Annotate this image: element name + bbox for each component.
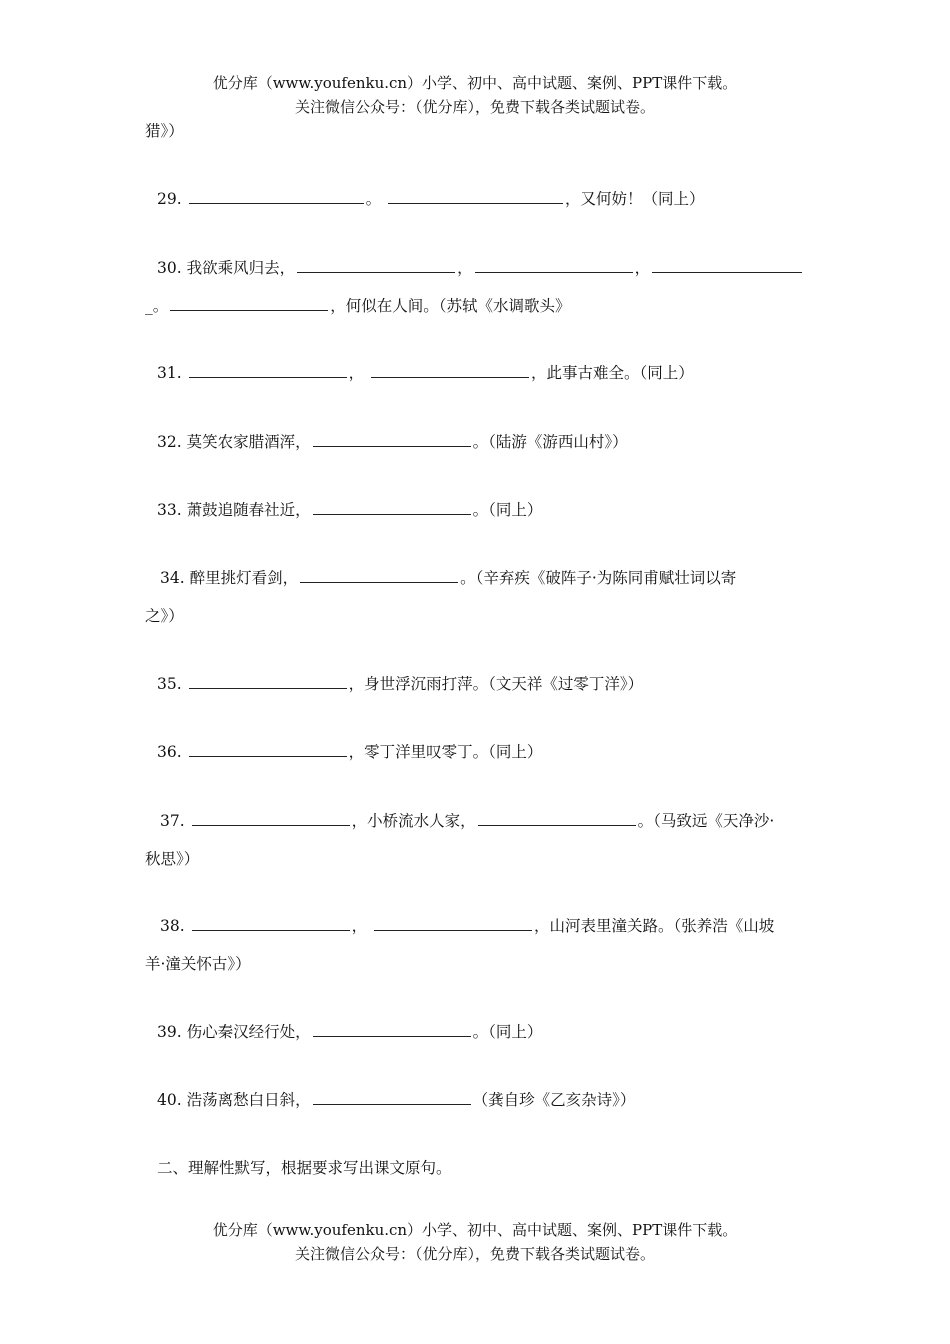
footer-line-2: 关注微信公众号：（优分库），免费下载各类试题试卷。 (294, 1245, 655, 1263)
question-31: 31. ， ，此事古难全。（同上） (157, 364, 694, 382)
page-header (0, 72, 950, 118)
blank-40[interactable] (313, 1089, 471, 1105)
question-38: 38. ， ，山河表里潼关路。（张养浩《山坡 (160, 917, 775, 935)
blank-31-1[interactable] (189, 362, 347, 378)
blank-38-2[interactable] (374, 915, 532, 931)
question-39: 39. 伤心秦汉经行处， 。（同上） (157, 1023, 543, 1041)
blank-37-1[interactable] (192, 810, 350, 826)
blank-33[interactable] (313, 499, 471, 515)
blank-30-3[interactable] (652, 257, 802, 273)
question-36: 36. ，零丁洋里叹零丁。（同上） (157, 743, 543, 761)
question-30: 30. 我欲乘风归去， ， ， (157, 257, 822, 279)
blank-35[interactable] (189, 673, 347, 689)
footer-line-1: 优分库（www.youfenku.cn）小学、初中、高中试题、案例、PPT课件下载。 (212, 1221, 738, 1239)
question-35: 35. ，身世浮沉雨打萍。（文天祥《过零丁洋》） (157, 675, 644, 693)
section-2-heading: 二、理解性默写，根据要求写出课文原句。 (157, 1159, 452, 1177)
question-40: 40. 浩荡离愁白日斜， （龚自珍《乙亥杂诗》） (157, 1091, 636, 1109)
question-38-line-2: 羊·潼关怀古》） (145, 955, 251, 973)
question-30-line-2: _。 ，何似在人间。（苏轼《水调歌头》 (145, 297, 571, 315)
blank-29-1[interactable] (189, 188, 364, 204)
question-34-line-2: 之》） (145, 607, 184, 625)
question-29: 29. 。 ，又何妨！（同上） (157, 190, 705, 208)
header-line-1: 优分库（www.youfenku.cn）小学、初中、高中试题、案例、PPT课件下载。 (212, 74, 738, 92)
blank-29-2[interactable] (388, 188, 563, 204)
blank-30-2[interactable] (475, 257, 633, 273)
blank-38-1[interactable] (192, 915, 350, 931)
question-34: 34. 醉里挑灯看剑， 。（辛弃疾《破阵子·为陈同甫赋壮词以寄 (160, 569, 737, 587)
blank-30-4[interactable] (170, 295, 328, 311)
blank-39[interactable] (313, 1021, 471, 1037)
blank-34[interactable] (300, 567, 458, 583)
page-footer (0, 1219, 950, 1265)
continued-text: 猎》） (145, 122, 184, 140)
blank-37-2[interactable] (478, 810, 636, 826)
header-line-2: 关注微信公众号：（优分库），免费下载各类试题试卷。 (294, 98, 655, 116)
blank-32[interactable] (313, 431, 471, 447)
blank-36[interactable] (189, 741, 347, 757)
blank-31-2[interactable] (371, 362, 529, 378)
question-33: 33. 萧鼓追随春社近， 。（同上） (157, 501, 543, 519)
question-37-line-2: 秋思》） (145, 850, 200, 868)
blank-30-1[interactable] (297, 257, 455, 273)
question-32: 32. 莫笑农家腊酒浑， 。（陆游《游西山村》） (157, 433, 628, 451)
question-37: 37. ，小桥流水人家， 。（马致远《天净沙· (160, 812, 775, 830)
